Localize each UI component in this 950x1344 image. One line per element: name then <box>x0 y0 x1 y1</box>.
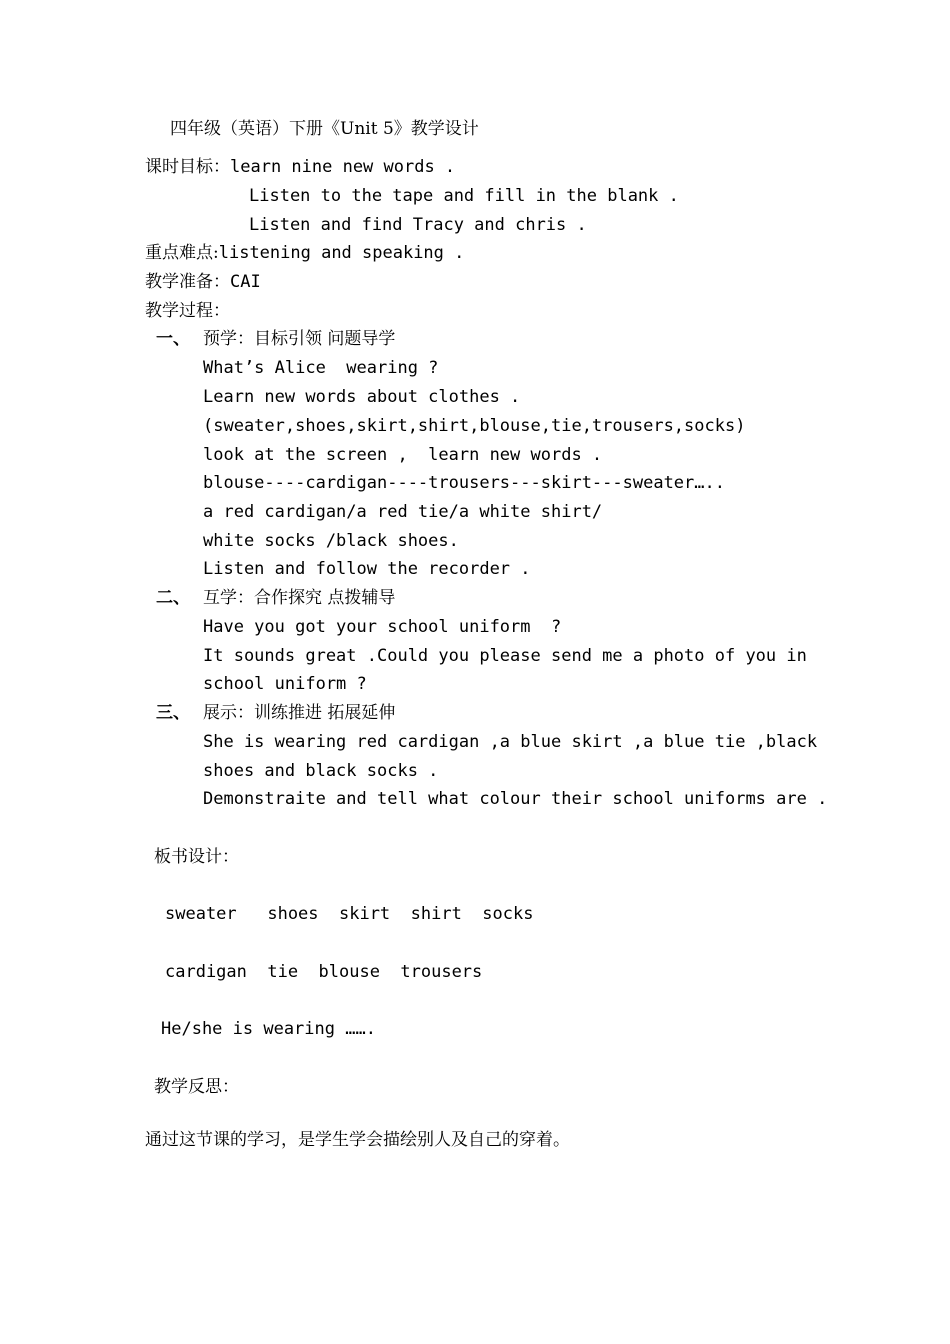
section-line: a red cardigan/a red tie/a white shirt/ <box>203 502 603 522</box>
section-line: shoes and black socks . <box>203 761 439 781</box>
section-line: white socks /black shoes. <box>203 531 459 551</box>
section-line: blouse----cardigan----trousers---skirt---sweater….. <box>203 473 725 493</box>
objectives-row <box>145 156 455 178</box>
preparation-label: 教学准备： <box>145 272 230 292</box>
section-line: Listen and follow the recorder . <box>203 559 531 579</box>
section-line: She is wearing red cardigan ,a blue skirt ,a blue tie ,black <box>203 732 818 752</box>
section-line: look at the screen , learn new words . <box>203 445 603 465</box>
section-marker: 一、 <box>156 329 190 349</box>
objectives-line: Listen and find Tracy and chris . <box>249 215 587 235</box>
section-line: Have you got your school uniform ? <box>203 617 562 637</box>
reflection-label: 教学反思： <box>154 1077 239 1097</box>
board-line: sweater shoes skirt shirt socks <box>165 904 534 924</box>
process-label: 教学过程： <box>145 301 230 321</box>
key-points-row <box>145 242 464 264</box>
section-marker: 二、 <box>156 588 190 608</box>
objectives-label: 课时目标： <box>145 157 230 177</box>
preparation-value: CAI <box>230 272 261 292</box>
board-line: He/she is wearing ……. <box>161 1019 376 1039</box>
preparation-row <box>145 271 261 293</box>
section-line: Demonstraite and tell what colour their school uniforms are . <box>203 789 828 809</box>
section-marker: 三、 <box>156 703 190 723</box>
objectives-line: Listen to the tape and fill in the blank . <box>249 186 679 206</box>
section-line: school uniform ? <box>203 674 367 694</box>
section-line: It sounds great .Could you please send me a photo of you in <box>203 646 807 666</box>
reflection-text: 通过这节课的学习，是学生学会描绘别人及自己的穿着。 <box>145 1130 570 1150</box>
key-points-value: listening and speaking . <box>218 243 465 263</box>
section-heading: 展示：训练推进 拓展延伸 <box>203 703 396 723</box>
key-points-label: 重点难点: <box>145 243 219 263</box>
section-line: What’s Alice wearing ? <box>203 358 439 378</box>
section-heading: 互学：合作探究 点拨辅导 <box>203 588 396 608</box>
section-line: Learn new words about clothes . <box>203 387 521 407</box>
document-title: 四年级（英语）下册《Unit 5》教学设计 <box>170 119 479 139</box>
board-line: cardigan tie blouse trousers <box>165 962 483 982</box>
section-line: (sweater,shoes,skirt,shirt,blouse,tie,trousers,socks) <box>203 416 746 436</box>
section-heading: 预学：目标引领 问题导学 <box>203 329 396 349</box>
objectives-line: learn nine new words . <box>230 157 456 177</box>
board-label: 板书设计： <box>154 847 239 867</box>
